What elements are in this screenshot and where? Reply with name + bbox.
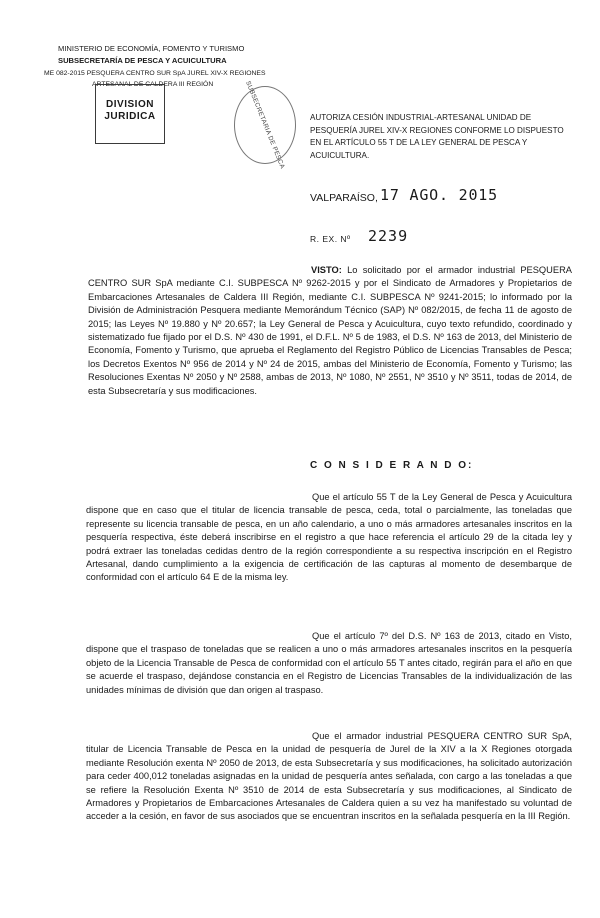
reference-line: ME 082-2015 PESQUERA CENTRO SUR SpA JUREL XIV-X REGIONES <box>44 70 266 77</box>
considerando-paragraph-1: Que el artículo 55 T de la Ley General de Pesca y Acuicultura dispone que en caso que el titular de licencia transable de pesca, ceda, total o parcialmente, las toneladas que represente su licencia transable de pesca, en un año calendario, a uno o más armadores artesanales inscritos en la pesquería respectiva, éste deberá inscribirse en el registro a que hace referencia el artículo 29 de la citada ley y podrá extraer las toneladas cedidas dentro de la región correspondiente a su respectiva inscripción en el Registro Artesanal, dando cumplimiento a la exigencia de certificación de las capturas al momento de desembarque de conformidad con el artículo 64 E de la misma ley. <box>86 492 572 583</box>
visto-label: VISTO: <box>311 265 342 275</box>
visto-text: Lo solicitado por el armador industrial PESQUERA CENTRO SUR SpA mediante C.I. SUBPESCA Nº 9262-2015 y por el Sindicato de Armadores y Propietarios de Embarcaciones Artesanales de Caldera III Región, mediante C.I. SUBPESCA Nº 9241-2015; lo informado por la División de Administración Pesquera mediante Memorándum Técnico (SAP) Nº 082/2015, de fecha 11 de agosto de 2015; las Leyes Nº 19.880 y Nº 20.657; la Ley General de Pesca y Acuicultura, cuyo texto refundido, coordinado y sistematizado fue fijado por el D.S. Nº 430 de 1991, el D.F.L. Nº 5 de 1983, el D.S. Nº 163 de 2013, del Ministerio de Economía, Fomento y Turismo, que aprueba el Reglamento del Registro Público de Licencias Transables de Pesca; los Decretos Exentos Nº 956 de 2014 y Nº 24 de 2015, ambas del Ministerio de Economía, Fomento y Turismo; las Resoluciones Exentas Nº 2050 y Nº 2588, ambas de 2013, Nº 1080, Nº 2551, Nº 3510 y Nº 3511, todas de 2014, de esta Subsecretaría y sus modificaciones. <box>88 265 572 396</box>
division-juridica-stamp <box>95 84 165 144</box>
reference-line-2: ARTESANAL DE CALDERA III REGIÓN <box>92 81 214 88</box>
considerando-heading: C O N S I D E R A N D O: <box>310 460 474 471</box>
considerando-paragraph-3: Que el armador industrial PESQUERA CENTRO SUR SpA, titular de Licencia Transable de Pesca en la unidad de pesquería de Jurel de la XIV a la X Regiones otorgada mediante Resolución exenta Nº 2050 de 2013, de esta Subsecretaría y sus modificaciones, ha solicitado autorización para ceder 400,012 toneladas asignadas en la unidad de pesquería antes señalada, con cargo a las toneladas a que se refiere la Resolución Exenta Nº 3510 de 2014 de esta Subsecretaría y sus modificaciones, al Sindicato de Armadores y Propietarios de Embarcaciones Artesanales de Caldera quien a su vez ha manifestado su voluntad de acceder a la cesión, en favor de sus asociados que se encuentran inscritos en la señalada pesquería en la III Región. <box>86 731 572 822</box>
resolution-subject: AUTORIZA CESIÓN INDUSTRIAL-ARTESANAL UNIDAD DE PESQUERÍA JUREL XIV-X REGIONES CONFORME LO DISPUESTO EN EL ARTÍCULO 55 T DE LA LEY GENERAL DE PESCA Y ACUICULTURA. <box>310 113 564 160</box>
stamp-line-2: JURIDICA <box>104 111 156 122</box>
considerando-paragraph-2: Que el artículo 7º del D.S. Nº 163 de 2013, citado en Visto, dispone que el traspaso de toneladas que se realicen a uno o más armadores artesanales inscritos en la pesquería objeto de la Licencia Transable de Pesca de conformidad con el artículo 55 T antes citado, regirán para el año en que se acuerde el traspaso, dejándose constancia en el Registro de Licencias Transables de la individualización de las unidades mínimas de división que dan origen al traspaso. <box>86 631 572 695</box>
resolution-number: 2239 <box>368 227 409 245</box>
official-seal <box>234 80 296 170</box>
place: VALPARAÍSO, <box>310 192 378 204</box>
date-stamp: 17 AGO. 2015 <box>380 186 498 204</box>
ministry-line: MINISTERIO DE ECONOMÍA, FOMENTO Y TURISMO <box>58 44 245 53</box>
seal-text: SUBSECRETARIA DE PESCA <box>244 80 286 170</box>
resolution-number-label: R. EX. Nº <box>310 234 351 244</box>
subsecretaria-line: SUBSECRETARÍA DE PESCA Y ACUICULTURA <box>58 56 227 65</box>
visto-paragraph <box>88 264 572 398</box>
stamp-line-1: DIVISION <box>106 99 154 110</box>
